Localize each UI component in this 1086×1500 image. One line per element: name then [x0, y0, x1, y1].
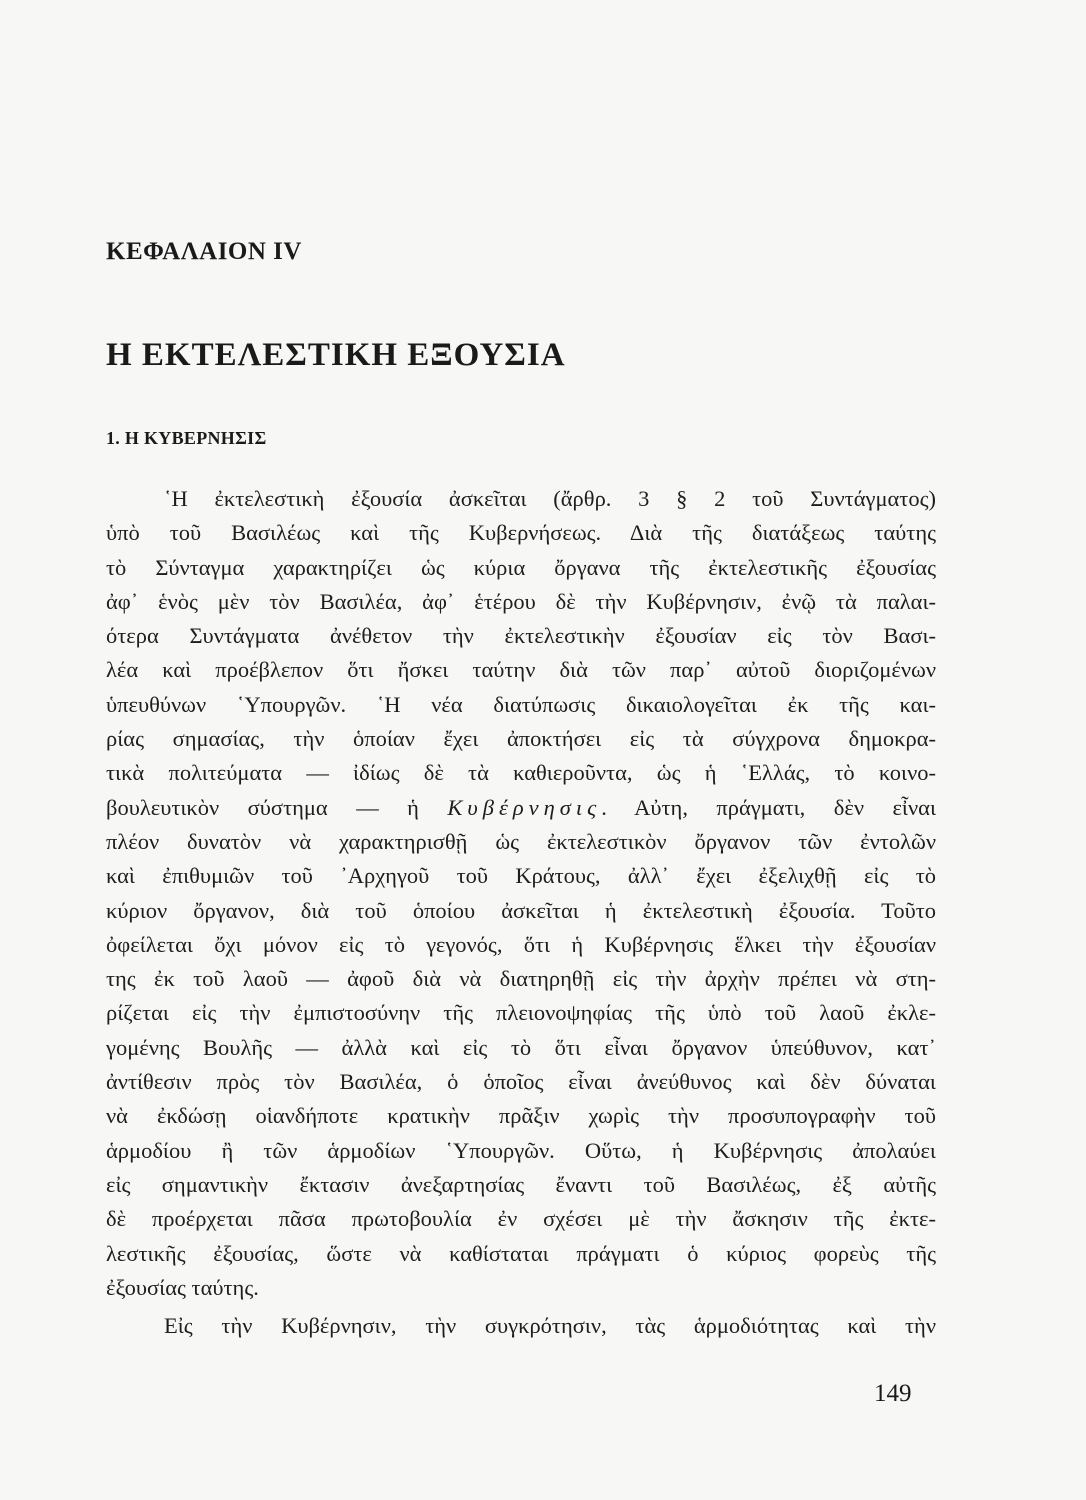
chapter-label: ΚΕΦΑΛΑΙΟΝ IV [106, 238, 302, 265]
text-line: ρίας σημασίας, τὴν ὁποίαν ἔχει ἀποκτήσει εἰς τὰ σύγχρονα δημοκρα- [106, 726, 936, 752]
text-line: λέα καὶ προέβλεπον ὅτι ἤσκει ταύτην διὰ τῶν παρ᾽ αὐτοῦ διοριζομένων [106, 657, 936, 683]
text-line: ρίζεται εἰς τὴν ἐμπιστοσύνην τῆς πλειονοψηφίας τῆς ὑπὸ τοῦ λαοῦ ἐκλε- [106, 1000, 936, 1026]
text-line: ὑπὸ τοῦ Βασιλέως καὶ τῆς Κυβερνήσεως. Διὰ τῆς διατάξεως ταύτης [106, 520, 936, 546]
text-line: νὰ ἐκδώσῃ οἱανδήποτε κρατικὴν πρᾶξιν χωρὶς τὴν προσυπογραφὴν τοῦ [106, 1103, 936, 1129]
text-line: γομένης Βουλῆς — ἀλλὰ καὶ εἰς τὸ ὅτι εἶναι ὄργανον ὑπεύθυνον, κατ᾽ [106, 1034, 936, 1060]
text-line-with-emphasis [106, 791, 936, 825]
section-heading: 1. Η ΚΥΒΕΡΝΗΣΙΣ [106, 428, 267, 448]
text-line: λεστικῆς ἐξουσίας, ὥστε νὰ καθίσταται πράγματι ὁ κύριος φορεὺς τῆς [106, 1240, 936, 1266]
text-line: ότερα Συντάγματα ἀνέθετον τὴν ἐκτελεστικὴν ἐξουσίαν εἰς τὸν Βασι- [106, 623, 936, 649]
page-number: 149 [874, 1380, 912, 1407]
text-line-end: . Αὐτη, πράγματι, δὲν εἶναι [601, 794, 936, 820]
text-line: κύριον ὄργανον, διὰ τοῦ ὁποίου ἀσκεῖται ἡ ἐκτελεστικὴ ἐξουσία. Τοῦτο [106, 897, 936, 923]
text-line: της ἐκ τοῦ λαοῦ — ἀφοῦ διὰ νὰ διατηρηθῇ εἰς τὴν ἀρχὴν πρέπει νὰ στη- [106, 966, 936, 992]
text-line: τικὰ πολιτεύματα — ἰδίως δὲ τὰ καθιεροῦντα, ὡς ἡ ῾Ελλάς, τὸ κοινο- [106, 760, 936, 786]
emphasized-word: Κυβέρνησις [447, 794, 602, 820]
text-line: ἀντίθεσιν πρὸς τὸν Βασιλέα, ὁ ὁποῖος εἶναι ἀνεύθυνος καὶ δὲν δύναται [106, 1069, 936, 1095]
chapter-title: Η ΕΚΤΕΛΕΣΤΙΚΗ ΕΞΟΥΣΙΑ [106, 337, 566, 373]
text-line: ἀφ᾽ ἑνὸς μὲν τὸν Βασιλέα, ἀφ᾽ ἑτέρου δὲ τὴν Κυβέρνησιν, ἐνῷ τὰ παλαι- [106, 588, 936, 614]
text-line: ὀφείλεται ὄχι μόνον εἰς τὸ γεγονός, ὅτι ἡ Κυβέρνησις ἕλκει τὴν ἐξουσίαν [106, 931, 936, 957]
text-line: καὶ ἐπιθυμιῶν τοῦ ᾽Αρχηγοῦ τοῦ Κράτους, ἀλλ᾽ ἔχει ἐξελιχθῇ εἰς τὸ [106, 863, 936, 889]
text-line: ἁρμοδίου ἢ τῶν ἁρμοδίων ῾Υπουργῶν. Οὕτω, ἡ Κυβέρνησις ἀπολαύει [106, 1137, 936, 1163]
text-line: δὲ προέρχεται πᾶσα πρωτοβουλία ἐν σχέσει μὲ τὴν ἄσκησιν τῆς ἐκτε- [106, 1206, 936, 1232]
text-line: ἐξουσίας ταύτης. [106, 1274, 259, 1300]
text-line: ῾Η ἐκτελεστικὴ ἐξουσία ἀσκεῖται (ἄρθρ. 3 § 2 τοῦ Συντάγματος) [164, 486, 936, 511]
text-line: τὸ Σύνταγμα χαρακτηρίζει ὡς κύρια ὄργανα τῆς ἐκτελεστικῆς ἐξουσίας [106, 554, 936, 580]
text-line: εἰς σημαντικὴν ἔκτασιν ἀνεξαρτησίας ἔναντι τοῦ Βασιλέως, ἐξ αὐτῆς [106, 1171, 936, 1197]
text-line: Εἰς τὴν Κυβέρνησιν, τὴν συγκρότησιν, τὰς ἁρμοδιότητας καὶ τὴν [164, 1313, 936, 1339]
text-line-start: βουλευτικὸν σύστημα — ἡ [106, 794, 419, 820]
text-line: ὑπευθύνων ῾Υπουργῶν. ῾Η νέα διατύπωσις δικαιολογεῖται ἐκ τῆς και- [106, 691, 936, 717]
body-text [106, 482, 936, 1343]
text-line: πλέον δυνατὸν νὰ χαρακτηρισθῇ ὡς ἐκτελεστικὸν ὄργανον τῶν ἐντολῶν [106, 828, 936, 854]
